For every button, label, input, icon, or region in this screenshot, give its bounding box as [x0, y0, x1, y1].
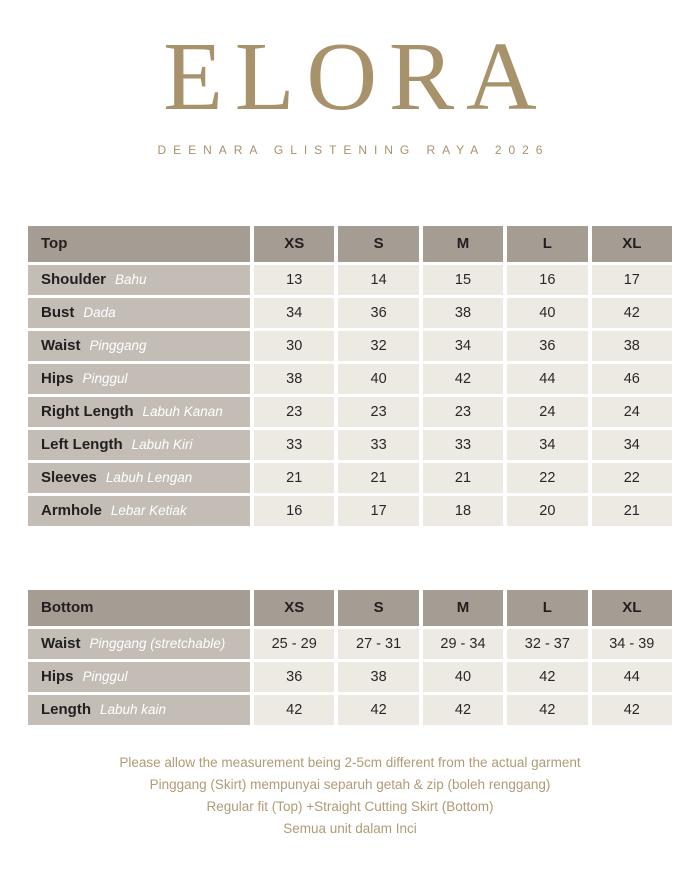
measurement-value: 32: [338, 331, 418, 361]
measurement-value: 42: [254, 695, 334, 725]
measurement-name-english: Bust: [41, 304, 75, 322]
measurement-value: 21: [423, 463, 503, 493]
measurement-name-english: Right Length: [41, 403, 134, 421]
size-table-bottom: [24, 587, 676, 728]
measurement-label: [28, 463, 250, 493]
measurement-value: 38: [592, 331, 672, 361]
table-row: [28, 430, 672, 460]
brand-title: ELORA: [163, 23, 549, 131]
measurement-value: 33: [338, 430, 418, 460]
size-column-header-l: L: [507, 590, 587, 626]
measurement-value: 21: [338, 463, 418, 493]
measurement-value: 38: [338, 662, 418, 692]
measurement-label: [28, 331, 250, 361]
measurement-value: 34: [592, 430, 672, 460]
measurement-label: [28, 629, 250, 659]
size-column-header-xl: XL: [592, 590, 672, 626]
measurement-value: 21: [254, 463, 334, 493]
table-row: [28, 662, 672, 692]
measurement-value: 42: [507, 662, 587, 692]
size-column-header-s: S: [338, 590, 418, 626]
measurement-name-english: Left Length: [41, 436, 123, 454]
measurement-name-malay: Pinggul: [82, 669, 128, 685]
table-row: [28, 397, 672, 427]
size-column-header-m: M: [423, 226, 503, 262]
measurement-value: 13: [254, 265, 334, 295]
measurement-value: 44: [592, 662, 672, 692]
measurement-value: 24: [507, 397, 587, 427]
table-header-row-top: [28, 226, 672, 262]
table-row: [28, 629, 672, 659]
measurement-name-malay: Labuh Lengan: [105, 470, 193, 486]
measurement-value: 42: [592, 695, 672, 725]
measurement-name-malay: Bahu: [115, 272, 147, 288]
table-header-row-bottom: [28, 590, 672, 626]
size-tables-section: [0, 223, 700, 728]
measurement-value: 36: [507, 331, 587, 361]
measurement-name-malay: Labuh Kiri: [131, 437, 193, 453]
measurement-value: 25 - 29: [254, 629, 334, 659]
measurement-name-malay: Pinggang (stretchable): [89, 636, 226, 652]
measurement-value: 24: [592, 397, 672, 427]
measurement-label: [28, 662, 250, 692]
measurement-value: 34: [423, 331, 503, 361]
measurement-name-english: Hips: [41, 370, 74, 388]
measurement-value: 16: [254, 496, 334, 526]
measurement-value: 17: [592, 265, 672, 295]
measurement-name-english: Waist: [41, 635, 81, 653]
measurement-name-malay: Lebar Ketiak: [110, 503, 187, 519]
size-column-header-s: S: [338, 226, 418, 262]
measurement-value: 42: [507, 695, 587, 725]
size-column-header-l: L: [507, 226, 587, 262]
size-column-header-xl: XL: [592, 226, 672, 262]
measurement-value: 22: [507, 463, 587, 493]
measurement-value: 42: [423, 364, 503, 394]
measurement-name-english: Hips: [41, 668, 74, 686]
size-column-header-m: M: [423, 590, 503, 626]
measurement-value: 34: [507, 430, 587, 460]
measurement-value: 36: [338, 298, 418, 328]
note-measurement-tolerance: Please allow the measurement being 2-5cm different from the actual garment: [119, 754, 581, 770]
measurement-value: 30: [254, 331, 334, 361]
table-row: [28, 265, 672, 295]
table-title-bottom: Bottom: [28, 590, 250, 626]
measurement-value: 44: [507, 364, 587, 394]
table-row: [28, 496, 672, 526]
measurement-value: 42: [338, 695, 418, 725]
measurement-value: 40: [423, 662, 503, 692]
measurement-value: 14: [338, 265, 418, 295]
measurement-name-malay: Labuh Kanan: [142, 404, 223, 420]
measurement-value: 42: [423, 695, 503, 725]
measurement-label: [28, 397, 250, 427]
measurement-value: 33: [423, 430, 503, 460]
measurement-value: 27 - 31: [338, 629, 418, 659]
measurement-name-malay: Pinggul: [82, 371, 128, 387]
note-skirt-waistband: Pinggang (Skirt) mempunyai separuh getah & zip (boleh renggang): [149, 776, 551, 792]
measurement-value: 40: [338, 364, 418, 394]
measurement-value: 23: [338, 397, 418, 427]
measurement-value: 18: [423, 496, 503, 526]
note-fit-description: Regular fit (Top) +Straight Cutting Skirt (Bottom): [206, 798, 494, 814]
measurement-value: 17: [338, 496, 418, 526]
measurement-value: 15: [423, 265, 503, 295]
measurement-value: 16: [507, 265, 587, 295]
measurement-label: [28, 364, 250, 394]
measurement-value: 29 - 34: [423, 629, 503, 659]
brand-header: [0, 0, 700, 157]
measurement-value: 38: [254, 364, 334, 394]
size-column-header-xs: XS: [254, 226, 334, 262]
measurement-label: [28, 496, 250, 526]
measurement-name-malay: Pinggang: [89, 338, 147, 354]
measurement-label: [28, 430, 250, 460]
table-row: [28, 331, 672, 361]
measurement-label: [28, 695, 250, 725]
measurement-name-english: Length: [41, 701, 91, 719]
measurement-name-english: Sleeves: [41, 469, 97, 487]
size-column-header-xs: XS: [254, 590, 334, 626]
measurement-value: 46: [592, 364, 672, 394]
measurement-value: 21: [592, 496, 672, 526]
footer-notes: [0, 752, 700, 840]
measurement-value: 33: [254, 430, 334, 460]
table-row: [28, 695, 672, 725]
measurement-name-english: Armhole: [41, 502, 102, 520]
measurement-value: 23: [254, 397, 334, 427]
size-table-top: [24, 223, 676, 529]
measurement-label: [28, 265, 250, 295]
brand-subtitle: DEENARA GLISTENING RAYA 2026: [157, 142, 550, 157]
table-row: [28, 463, 672, 493]
measurement-name-malay: Labuh kain: [100, 702, 167, 718]
table-title-top: Top: [28, 226, 250, 262]
measurement-value: 38: [423, 298, 503, 328]
measurement-value: 22: [592, 463, 672, 493]
measurement-value: 34 - 39: [592, 629, 672, 659]
measurement-name-english: Waist: [41, 337, 81, 355]
table-row: [28, 364, 672, 394]
measurement-value: 23: [423, 397, 503, 427]
measurement-value: 36: [254, 662, 334, 692]
measurement-name-malay: Dada: [83, 305, 116, 321]
measurement-value: 42: [592, 298, 672, 328]
measurement-value: 34: [254, 298, 334, 328]
note-units: Semua unit dalam Inci: [283, 820, 417, 836]
measurement-name-english: Shoulder: [41, 271, 107, 289]
measurement-value: 32 - 37: [507, 629, 587, 659]
measurement-value: 40: [507, 298, 587, 328]
table-row: [28, 298, 672, 328]
measurement-label: [28, 298, 250, 328]
measurement-value: 20: [507, 496, 587, 526]
